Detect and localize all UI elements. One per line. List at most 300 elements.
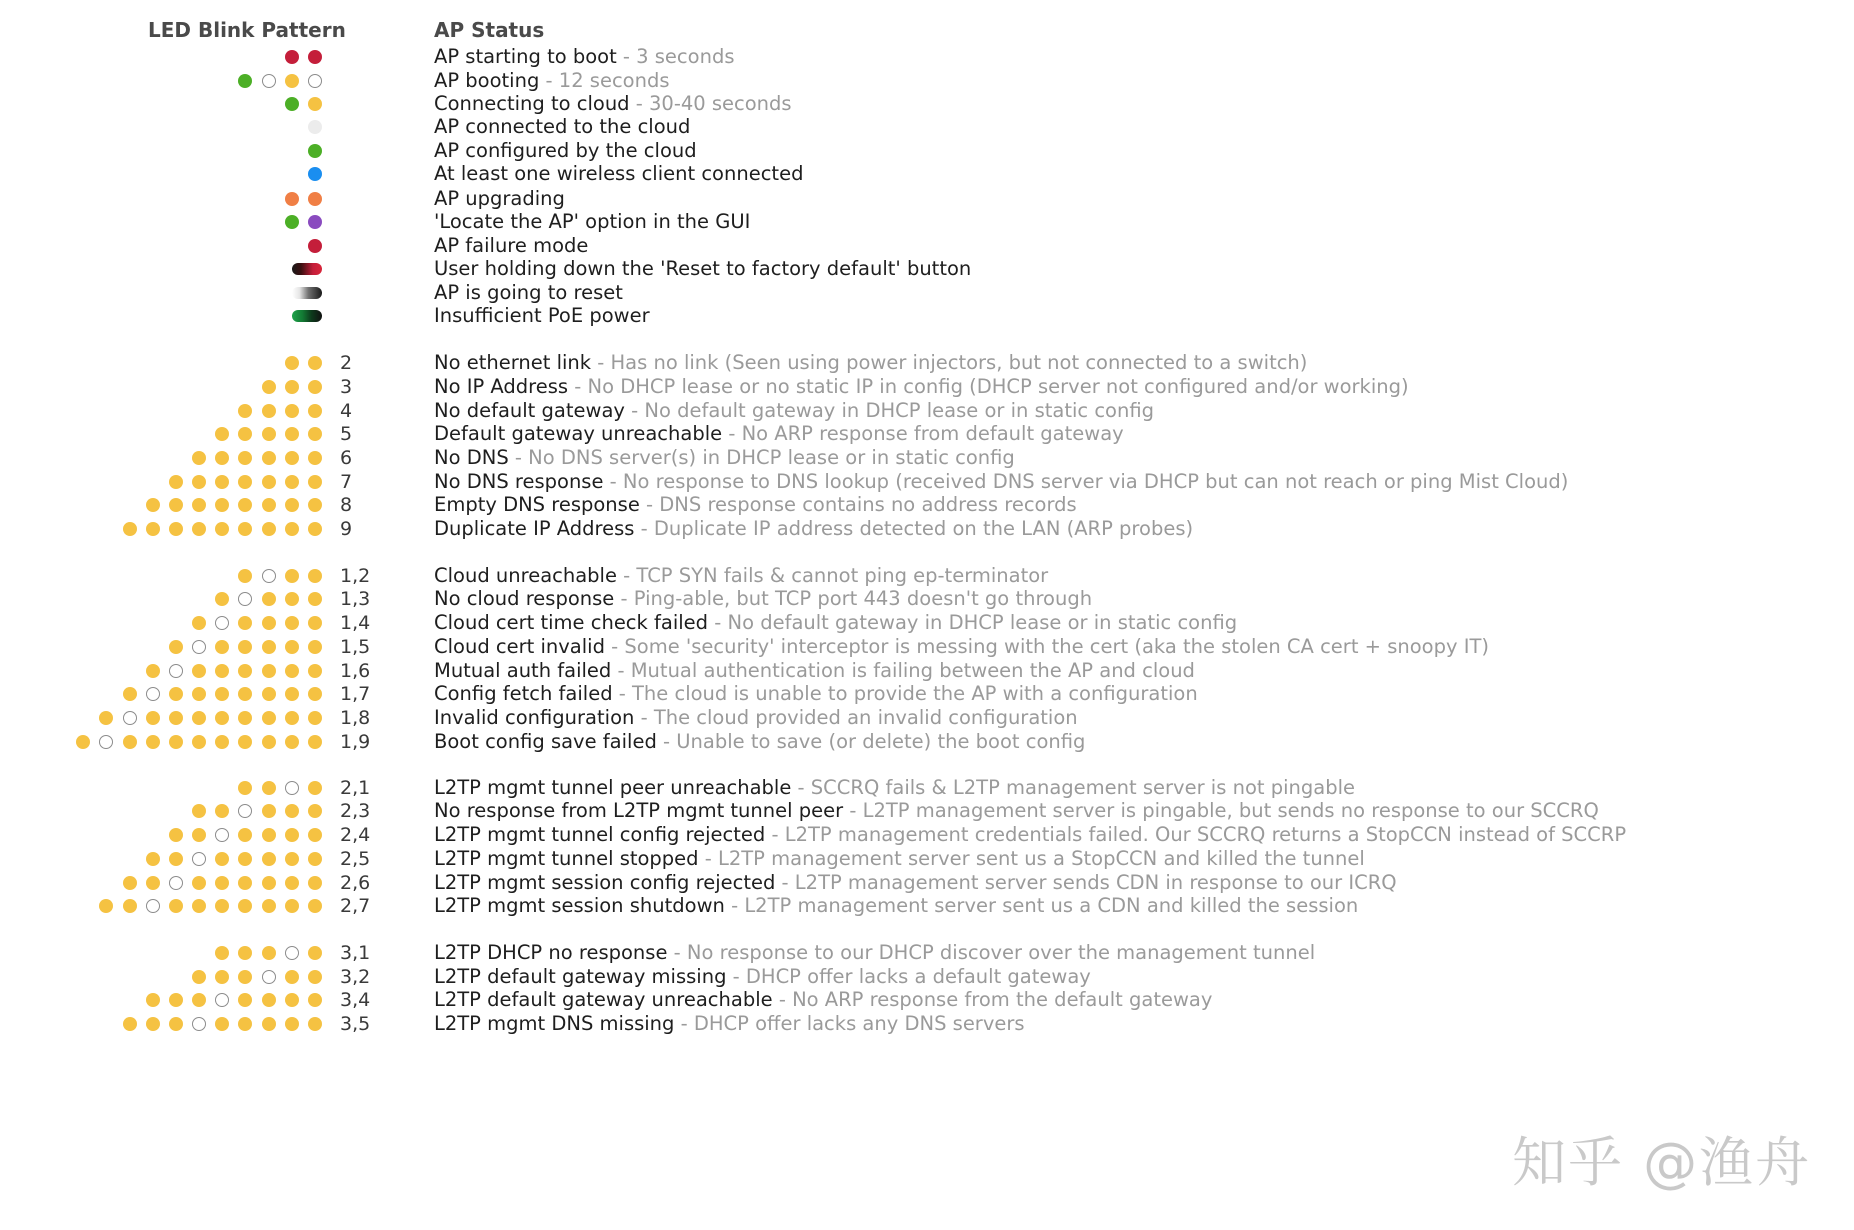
led-yellow-icon [169, 993, 183, 1007]
status-title: No response from L2TP mgmt tunnel peer [434, 799, 844, 822]
led-pill-white-icon [292, 287, 322, 299]
ap-status-text: L2TP mgmt tunnel stopped - L2TP management server sent us a StopCCN and killed the tunnel [434, 847, 1365, 870]
led-yellow-icon [308, 427, 322, 441]
led-pattern [283, 285, 322, 301]
blink-code: 2,7 [340, 895, 371, 917]
led-pattern [183, 450, 322, 466]
status-row [0, 302, 1854, 330]
led-yellow-icon [192, 993, 206, 1007]
status-title: Config fetch failed [434, 682, 613, 705]
status-detail: No response to our DHCP discover over the management tunnel [686, 941, 1316, 964]
ap-status-text: L2TP mgmt session shutdown - L2TP management server sent us a CDN and killed the session [434, 894, 1359, 917]
led-yellow-icon [285, 74, 299, 88]
status-detail: L2TP management server sent us a CDN and killed the session [744, 894, 1359, 917]
status-title: L2TP mgmt DNS missing [434, 1012, 675, 1035]
blink-code: 4 [340, 400, 353, 422]
status-title: L2TP mgmt tunnel config rejected [434, 823, 766, 846]
ap-status-text: Cloud cert time check failed - No default gateway in DHCP lease or in static config [434, 611, 1238, 634]
led-yellow-icon [308, 451, 322, 465]
led-pill-red-icon [292, 263, 322, 275]
status-detail: DHCP offer lacks any DNS servers [693, 1012, 1025, 1035]
status-title: No default gateway [434, 399, 625, 422]
led-yellow-icon [123, 735, 137, 749]
led-yellow-icon [238, 687, 252, 701]
status-detail: 12 seconds [558, 69, 670, 92]
status-detail: SCCRQ fails & L2TP management server is not pingable [810, 776, 1355, 799]
led-pattern [283, 261, 322, 277]
led-yellow-icon [262, 616, 276, 630]
led-yellow-icon [146, 735, 160, 749]
led-yellow-icon [215, 427, 229, 441]
blink-code: 1,7 [340, 683, 371, 705]
led-yellow-icon [262, 427, 276, 441]
led-yellow-icon [169, 498, 183, 512]
led-yellow-icon [285, 404, 299, 418]
status-row [0, 515, 1854, 543]
led-pattern [229, 568, 322, 584]
led-yellow-icon [238, 852, 252, 866]
led-yellow-icon [215, 852, 229, 866]
ap-status-text: L2TP mgmt tunnel peer unreachable - SCCRQ fails & L2TP management server is not pingable [434, 776, 1355, 799]
led-yellow-icon [146, 852, 160, 866]
led-yellow-icon [262, 451, 276, 465]
led-off-icon [215, 616, 229, 630]
led-yellow-icon [308, 498, 322, 512]
led-pattern [160, 474, 322, 490]
led-yellow-icon [308, 970, 322, 984]
status-title: Mutual auth failed [434, 659, 612, 682]
blink-code: 3 [340, 376, 353, 398]
led-yellow-icon [146, 1017, 160, 1031]
led-yellow-icon [192, 804, 206, 818]
led-yellow-icon [169, 640, 183, 654]
led-pattern [137, 663, 323, 679]
led-yellow-icon [192, 828, 206, 842]
led-pattern [276, 214, 322, 230]
led-off-icon [215, 828, 229, 842]
led-yellow-icon [99, 899, 113, 913]
status-detail: Duplicate IP address detected on the LAN (ARP probes) [653, 517, 1194, 540]
status-title: AP configured by the cloud [434, 139, 697, 162]
led-off-icon [285, 946, 299, 960]
led-yellow-icon [285, 427, 299, 441]
status-title: No DNS [434, 446, 509, 469]
blink-code: 2 [340, 352, 353, 374]
led-yellow-icon [123, 1017, 137, 1031]
led-off-icon [123, 711, 137, 725]
led-yellow-icon [169, 522, 183, 536]
led-yellow-icon [215, 664, 229, 678]
status-title: Connecting to cloud [434, 92, 630, 115]
led-yellow-icon [308, 475, 322, 489]
led-yellow-icon [238, 711, 252, 725]
led-yellow-icon [146, 498, 160, 512]
led-yellow-icon [285, 380, 299, 394]
led-yellow-icon [238, 569, 252, 583]
status-title: At least one wireless client connected [434, 162, 804, 185]
blink-code: 3,4 [340, 989, 371, 1011]
status-detail: DNS response contains no address records [659, 493, 1077, 516]
led-white-icon [308, 120, 322, 134]
led-yellow-icon [308, 569, 322, 583]
blink-code: 7 [340, 471, 353, 493]
led-off-icon [99, 735, 113, 749]
led-yellow-icon [215, 451, 229, 465]
led-yellow-icon [215, 498, 229, 512]
led-purple-icon [308, 215, 322, 229]
led-yellow-icon [238, 781, 252, 795]
status-detail: L2TP management server is pingable, but sends no response to our SCCRQ [862, 799, 1599, 822]
led-yellow-icon [192, 475, 206, 489]
status-title: L2TP mgmt session config rejected [434, 871, 776, 894]
blink-code: 1,3 [340, 588, 371, 610]
led-yellow-icon [146, 711, 160, 725]
led-yellow-icon [238, 640, 252, 654]
led-yellow-icon [99, 711, 113, 725]
led-green-icon [238, 74, 252, 88]
led-yellow-icon [262, 640, 276, 654]
status-detail: The cloud is unable to provide the AP with a configuration [632, 682, 1198, 705]
blink-code: 5 [340, 423, 353, 445]
led-orange-icon [308, 192, 322, 206]
led-yellow-icon [308, 97, 322, 111]
status-row [0, 160, 1854, 188]
led-yellow-icon [192, 616, 206, 630]
led-yellow-icon [238, 946, 252, 960]
led-yellow-icon [215, 475, 229, 489]
ap-status-text [434, 160, 803, 188]
blink-code: 2,4 [340, 824, 371, 846]
status-title: User holding down the 'Reset to factory default' button [434, 257, 972, 280]
status-detail: Ping-able, but TCP port 443 doesn't go through [633, 587, 1093, 610]
status-title: No cloud response [434, 587, 615, 610]
ap-status-text: AP starting to boot - 3 seconds [434, 45, 735, 68]
led-pattern [229, 780, 322, 796]
led-yellow-icon [238, 828, 252, 842]
blink-code: 1,4 [340, 612, 371, 634]
led-yellow-icon [146, 664, 160, 678]
led-yellow-icon [285, 640, 299, 654]
status-detail: 3 seconds [636, 45, 735, 68]
led-yellow-icon [308, 522, 322, 536]
led-yellow-icon [308, 592, 322, 606]
led-yellow-icon [238, 899, 252, 913]
led-off-icon [146, 687, 160, 701]
led-pill-green-icon [292, 310, 322, 322]
led-green-icon [308, 144, 322, 158]
blink-code: 9 [340, 518, 353, 540]
ap-status-text: L2TP mgmt tunnel config rejected - L2TP management credentials failed. Our SCCRQ returns a StopCCN instead of SCCRP [434, 823, 1627, 846]
led-yellow-icon [215, 970, 229, 984]
led-red-icon [308, 50, 322, 64]
led-pattern [90, 710, 322, 726]
ap-status-text: Boot config save failed - Unable to save (or delete) the boot config [434, 730, 1086, 753]
ap-status-text: L2TP mgmt session config rejected - L2TP management server sends CDN in response to our ICRQ [434, 871, 1397, 894]
led-yellow-icon [262, 404, 276, 418]
blink-code: 2,5 [340, 848, 371, 870]
led-yellow-icon [262, 993, 276, 1007]
ap-status-text [434, 302, 650, 330]
led-yellow-icon [262, 852, 276, 866]
led-off-icon [215, 993, 229, 1007]
led-yellow-icon [285, 569, 299, 583]
led-yellow-icon [146, 876, 160, 890]
led-red-icon [308, 239, 322, 253]
blink-code: 1,9 [340, 731, 371, 753]
status-title: Boot config save failed [434, 730, 657, 753]
led-pattern [183, 803, 322, 819]
led-yellow-icon [285, 876, 299, 890]
led-pattern [137, 497, 323, 513]
status-title: 'Locate the AP' option in the GUI [434, 210, 751, 233]
status-detail: Mutual authentication is failing between the AP and cloud [630, 659, 1195, 682]
led-yellow-icon [308, 735, 322, 749]
status-detail: TCP SYN fails & cannot ping ep-terminator [636, 564, 1049, 587]
led-yellow-icon [192, 687, 206, 701]
led-yellow-icon [262, 711, 276, 725]
led-yellow-icon [308, 781, 322, 795]
ap-status-text: L2TP default gateway unreachable - No ARP response from the default gateway [434, 988, 1213, 1011]
led-yellow-icon [262, 876, 276, 890]
led-yellow-icon [262, 475, 276, 489]
status-detail: No default gateway in DHCP lease or in static config [644, 399, 1154, 422]
ap-status-text: L2TP DHCP no response - No response to our DHCP discover over the management tunnel [434, 941, 1316, 964]
blink-code: 1,6 [340, 660, 371, 682]
led-pattern [137, 851, 323, 867]
status-detail: The cloud provided an invalid configuration [653, 706, 1078, 729]
status-title: AP failure mode [434, 234, 589, 257]
led-off-icon [262, 970, 276, 984]
led-yellow-icon [215, 946, 229, 960]
status-title: L2TP DHCP no response [434, 941, 668, 964]
led-pattern [283, 308, 322, 324]
ap-status-text: No DNS response - No response to DNS lookup (received DNS server via DHCP but can not reach or ping Mist Cloud) [434, 470, 1569, 493]
led-yellow-icon [76, 735, 90, 749]
led-yellow-icon [308, 876, 322, 890]
status-title: AP connected to the cloud [434, 115, 691, 138]
status-title: AP upgrading [434, 187, 565, 210]
ap-status-text: No cloud response - Ping-able, but TCP port 443 doesn't go through [434, 587, 1093, 610]
led-yellow-icon [192, 970, 206, 984]
led-yellow-icon [262, 664, 276, 678]
status-detail: Some 'security' interceptor is messing with the cert (aka the stolen CA cert + snoopy IT) [624, 635, 1489, 658]
ap-status-text: AP booting - 12 seconds [434, 69, 670, 92]
led-yellow-icon [262, 522, 276, 536]
ap-status-text: No IP Address - No DHCP lease or no static IP in config (DHCP server not configured and/or working) [434, 375, 1409, 398]
led-yellow-icon [262, 380, 276, 394]
status-detail: No default gateway in DHCP lease or in static config [727, 611, 1238, 634]
blink-code: 3,1 [340, 942, 371, 964]
status-detail: Has no link (Seen using power injectors, but not connected to a switch) [610, 351, 1308, 374]
led-yellow-icon [215, 804, 229, 818]
led-yellow-icon [169, 735, 183, 749]
led-yellow-icon [238, 970, 252, 984]
led-yellow-icon [285, 804, 299, 818]
led-yellow-icon [123, 687, 137, 701]
status-title: Insufficient PoE power [434, 304, 650, 327]
led-pattern [206, 591, 322, 607]
ap-status-text: No DNS - No DNS server(s) in DHCP lease or in static config [434, 446, 1015, 469]
led-yellow-icon [308, 711, 322, 725]
led-yellow-icon [262, 804, 276, 818]
led-yellow-icon [308, 1017, 322, 1031]
led-yellow-icon [262, 735, 276, 749]
led-pattern [137, 992, 323, 1008]
led-yellow-icon [215, 876, 229, 890]
led-yellow-icon [238, 475, 252, 489]
ap-status-text: Duplicate IP Address - Duplicate IP address detected on the LAN (ARP probes) [434, 517, 1194, 540]
status-title: Duplicate IP Address [434, 517, 635, 540]
status-title: Cloud cert time check failed [434, 611, 709, 634]
led-yellow-icon [215, 592, 229, 606]
led-green-icon [285, 215, 299, 229]
led-yellow-icon [308, 640, 322, 654]
led-yellow-icon [285, 735, 299, 749]
led-yellow-icon [262, 946, 276, 960]
led-green-icon [285, 97, 299, 111]
led-yellow-icon [285, 664, 299, 678]
led-yellow-icon [262, 899, 276, 913]
led-yellow-icon [169, 852, 183, 866]
led-yellow-icon [308, 616, 322, 630]
status-title: L2TP mgmt session shutdown [434, 894, 725, 917]
blink-code: 2,3 [340, 800, 371, 822]
ap-status-text: Connecting to cloud - 30-40 seconds [434, 92, 792, 115]
blink-code: 2,6 [340, 872, 371, 894]
led-off-icon [169, 876, 183, 890]
led-off-icon [285, 781, 299, 795]
led-off-icon [262, 569, 276, 583]
led-pattern [183, 615, 322, 631]
status-title: Cloud unreachable [434, 564, 617, 587]
led-yellow-icon [238, 522, 252, 536]
led-pattern [299, 166, 322, 182]
ap-status-header: AP Status [434, 18, 545, 42]
watermark: 知乎 @渔舟 [1512, 1131, 1812, 1194]
status-detail: L2TP management server sends CDN in response to our ICRQ [794, 871, 1397, 894]
led-yellow-icon [215, 687, 229, 701]
status-detail: DHCP offer lacks a default gateway [745, 965, 1091, 988]
led-yellow-icon [285, 852, 299, 866]
led-pattern [90, 898, 322, 914]
led-off-icon [146, 899, 160, 913]
status-row [0, 892, 1854, 920]
led-yellow-icon [169, 475, 183, 489]
led-yellow-icon [308, 687, 322, 701]
blink-code: 1,8 [340, 707, 371, 729]
led-yellow-icon [308, 899, 322, 913]
led-yellow-icon [285, 993, 299, 1007]
led-pattern [299, 119, 322, 135]
led-yellow-icon [215, 735, 229, 749]
led-yellow-icon [192, 876, 206, 890]
led-orange-icon [285, 192, 299, 206]
led-blink-pattern-header: LED Blink Pattern [148, 18, 346, 42]
led-yellow-icon [238, 427, 252, 441]
status-title: Invalid configuration [434, 706, 635, 729]
ap-status-text: Config fetch failed - The cloud is unable to provide the AP with a configuration [434, 682, 1198, 705]
led-pattern [113, 686, 322, 702]
blink-code: 2,1 [340, 777, 371, 799]
status-row [0, 1010, 1854, 1038]
led-off-icon [262, 74, 276, 88]
led-pattern [252, 379, 322, 395]
led-pattern [113, 1016, 322, 1032]
led-yellow-icon [192, 664, 206, 678]
ap-status-text: Cloud cert invalid - Some 'security' interceptor is messing with the cert (aka the stolen CA cert + snoopy IT) [434, 635, 1489, 658]
led-pattern [299, 238, 322, 254]
led-yellow-icon [262, 498, 276, 512]
status-title: L2TP mgmt tunnel peer unreachable [434, 776, 792, 799]
led-yellow-icon [285, 498, 299, 512]
led-pattern [229, 403, 322, 419]
ap-status-text: No ethernet link - Has no link (Seen using power injectors, but not connected to a switch) [434, 351, 1308, 374]
led-yellow-icon [192, 451, 206, 465]
led-yellow-icon [238, 451, 252, 465]
led-yellow-icon [308, 404, 322, 418]
blink-code: 1,2 [340, 565, 371, 587]
led-yellow-icon [192, 711, 206, 725]
led-yellow-icon [262, 1017, 276, 1031]
status-title: No ethernet link [434, 351, 592, 374]
led-yellow-icon [215, 899, 229, 913]
led-pattern [276, 49, 322, 65]
ap-status-text: L2TP default gateway missing - DHCP offer lacks a default gateway [434, 965, 1091, 988]
led-yellow-icon [308, 804, 322, 818]
status-title: Default gateway unreachable [434, 422, 723, 445]
led-yellow-icon [262, 687, 276, 701]
ap-status-text: L2TP mgmt DNS missing - DHCP offer lacks any DNS servers [434, 1012, 1025, 1035]
led-pattern [229, 73, 322, 89]
led-yellow-icon [285, 828, 299, 842]
led-pattern [113, 875, 322, 891]
led-yellow-icon [192, 522, 206, 536]
led-off-icon [169, 664, 183, 678]
led-yellow-icon [169, 899, 183, 913]
led-yellow-icon [308, 828, 322, 842]
led-yellow-icon [238, 876, 252, 890]
led-yellow-icon [123, 876, 137, 890]
status-row [0, 728, 1854, 756]
status-detail: No ARP response from default gateway [741, 422, 1124, 445]
led-yellow-icon [146, 522, 160, 536]
led-yellow-icon [285, 522, 299, 536]
led-pattern [113, 521, 322, 537]
led-yellow-icon [238, 404, 252, 418]
led-yellow-icon [285, 1017, 299, 1031]
led-yellow-icon [169, 711, 183, 725]
blink-code: 3,5 [340, 1013, 371, 1035]
status-detail: No ARP response from the default gateway [792, 988, 1213, 1011]
ap-status-text: Mutual auth failed - Mutual authentication is failing between the AP and cloud [434, 659, 1195, 682]
status-title: No DNS response [434, 470, 604, 493]
led-yellow-icon [285, 356, 299, 370]
led-yellow-icon [262, 828, 276, 842]
led-yellow-icon [169, 1017, 183, 1031]
led-yellow-icon [215, 711, 229, 725]
led-pattern [299, 143, 322, 159]
led-yellow-icon [238, 498, 252, 512]
led-pattern [160, 639, 322, 655]
led-yellow-icon [285, 687, 299, 701]
ap-status-text: Empty DNS response - DNS response contains no address records [434, 493, 1077, 516]
led-off-icon [192, 852, 206, 866]
led-yellow-icon [146, 993, 160, 1007]
led-pattern [206, 945, 322, 961]
led-yellow-icon [238, 616, 252, 630]
led-yellow-icon [215, 522, 229, 536]
led-yellow-icon [238, 735, 252, 749]
